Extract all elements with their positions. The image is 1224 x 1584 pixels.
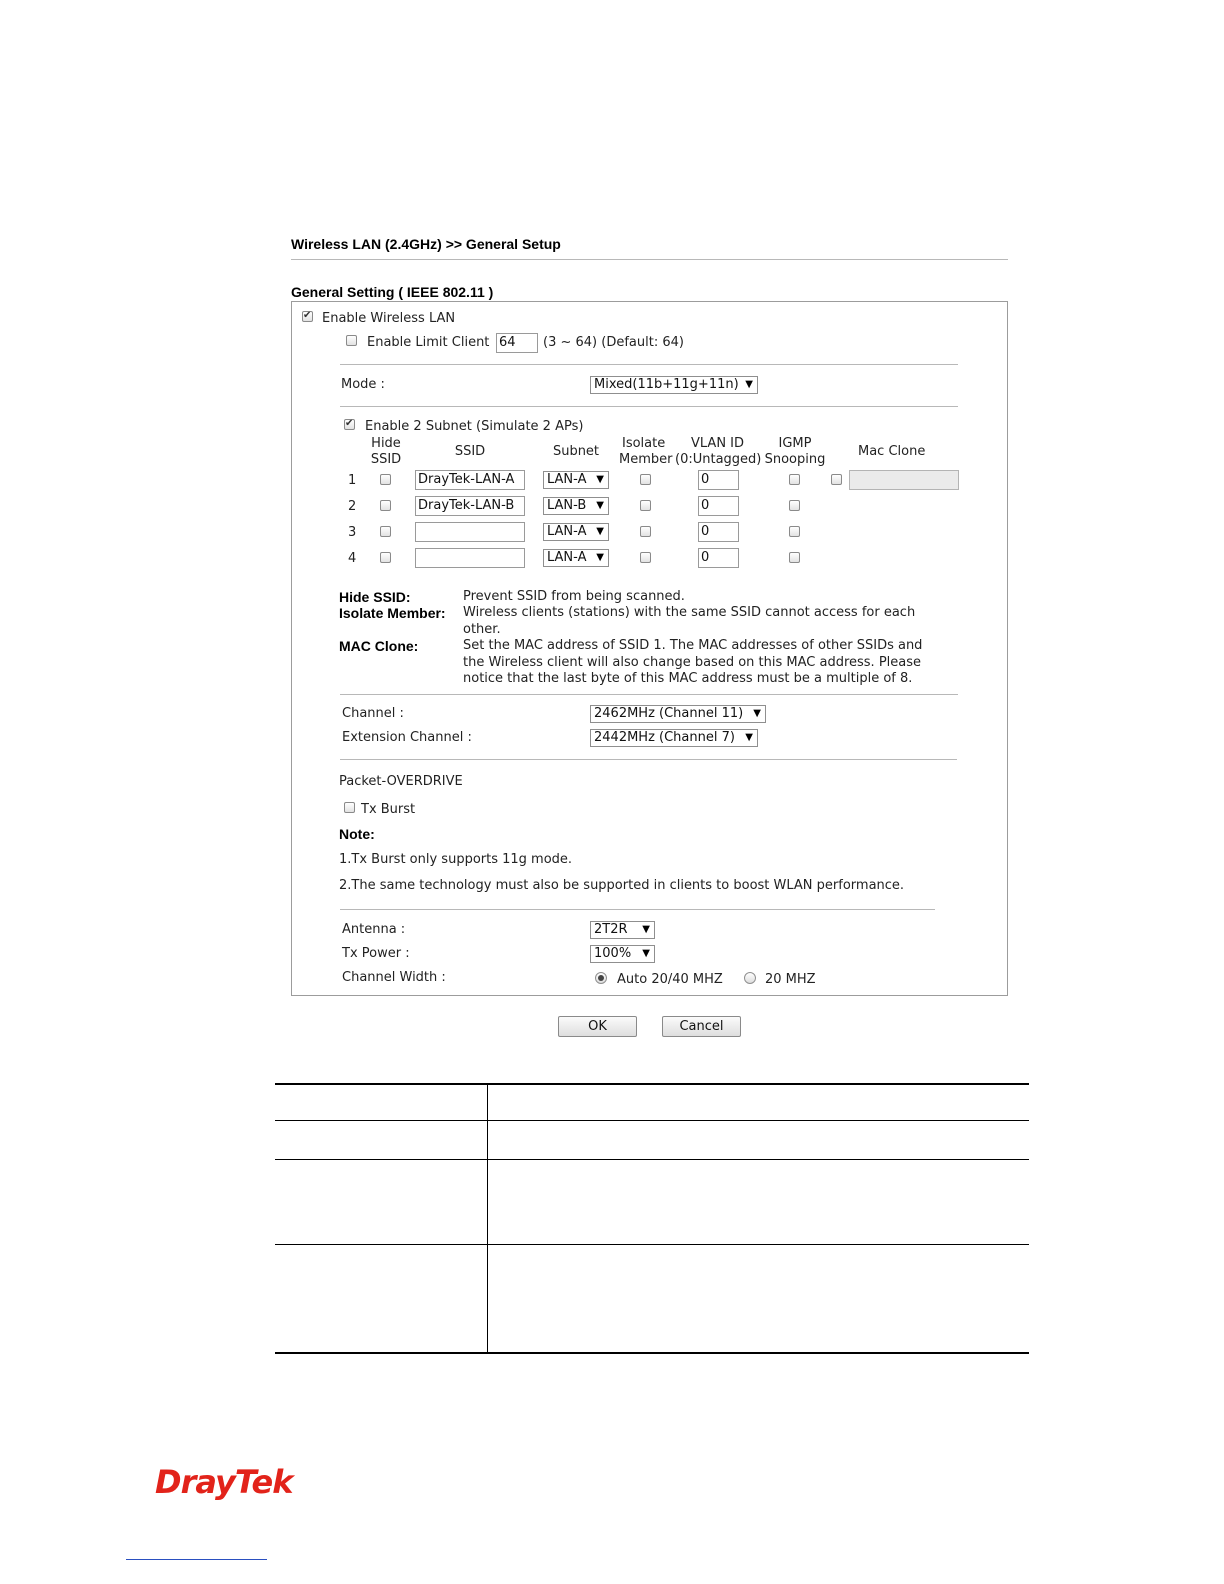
row-index: 1 [348, 473, 357, 488]
hide-ssid-checkbox[interactable] [380, 526, 391, 537]
channel-width-label: Channel Width : [342, 970, 446, 985]
mode-label: Mode : [341, 377, 385, 392]
logo-text: DrayTek [155, 1463, 293, 1501]
subnet-select[interactable]: LAN-A ▼ [543, 549, 609, 567]
enable-2-subnet-label: Enable 2 Subnet (Simulate 2 APs) [365, 419, 584, 434]
enable-wireless-lan-checkbox[interactable] [302, 311, 313, 322]
isolate-member-checkbox[interactable] [640, 500, 651, 511]
tx-burst-checkbox[interactable] [344, 802, 355, 813]
igmp-snooping-checkbox[interactable] [789, 500, 800, 511]
hide-ssid-checkbox[interactable] [380, 552, 391, 563]
ssid-input[interactable]: DrayTek-LAN-B [415, 496, 525, 516]
help-mac-clone-desc-cont: notice that the last byte of this MAC address must be a multiple of 8. [463, 671, 913, 686]
help-mac-clone-desc-cont: the Wireless client will also change based on this MAC address. Please [463, 655, 922, 670]
vlan-id-input[interactable]: 0 [698, 522, 739, 542]
header-divider [291, 259, 1008, 260]
note-item: 2.The same technology must also be supported in clients to boost WLAN performance. [339, 878, 905, 893]
row-index: 4 [348, 551, 357, 566]
table-row-divider [275, 1120, 1029, 1121]
vlan-id-input[interactable]: 0 [698, 470, 739, 490]
help-isolate-desc-cont: other. [463, 622, 501, 637]
mac-clone-input[interactable] [849, 470, 959, 490]
antenna-select[interactable]: 2T2R ▼ [590, 921, 655, 939]
extension-channel-label: Extension Channel : [342, 730, 472, 745]
isolate-member-checkbox[interactable] [640, 552, 651, 563]
ssid-input[interactable] [415, 548, 525, 568]
table-row-divider [275, 1159, 1029, 1160]
channel-width-20-label: 20 MHZ [765, 972, 816, 987]
hide-ssid-checkbox[interactable] [380, 500, 391, 511]
table-border-top [275, 1083, 1029, 1085]
table-row-divider [275, 1244, 1029, 1245]
tx-power-select[interactable]: 100% ▼ [590, 945, 655, 963]
tx-power-label: Tx Power : [342, 946, 410, 961]
help-hide-ssid-desc: Prevent SSID from being scanned. [463, 589, 685, 604]
dropdown-arrow-icon: ▼ [596, 474, 604, 485]
dropdown-arrow-icon: ▼ [596, 526, 604, 537]
subnet-select[interactable]: LAN-A ▼ [543, 471, 609, 489]
limit-client-input[interactable]: 64 [496, 333, 538, 353]
enable-limit-client-label: Enable Limit Client [367, 335, 490, 350]
header-vlan-id: VLAN ID (0:Untagged) [675, 436, 762, 467]
packet-overdrive-title: Packet-OVERDRIVE [339, 774, 463, 789]
subnet-select[interactable]: LAN-A ▼ [543, 523, 609, 541]
enable-wireless-lan-label: Enable Wireless LAN [322, 311, 456, 326]
divider [340, 406, 958, 407]
isolate-member-checkbox[interactable] [640, 474, 651, 485]
vlan-id-input[interactable]: 0 [698, 496, 739, 516]
channel-width-auto-radio[interactable] [595, 972, 607, 984]
help-isolate-term: Isolate Member: [339, 605, 446, 621]
subnet-select[interactable]: LAN-B ▼ [543, 497, 609, 515]
header-igmp-snooping: IGMP Snooping [764, 436, 826, 467]
help-isolate-desc: Wireless clients (stations) with the same SSID cannot access for each [463, 605, 916, 620]
hide-ssid-checkbox[interactable] [380, 474, 391, 485]
mode-select[interactable] [590, 376, 758, 394]
dropdown-arrow-icon: ▼ [642, 924, 650, 935]
channel-select[interactable]: 2462MHz (Channel 11) ▼ [590, 705, 766, 723]
divider [340, 759, 957, 760]
mode-select-value: Mixed(11b+11g+11n) [594, 377, 739, 392]
row-index: 3 [348, 525, 357, 540]
draytek-logo [155, 1463, 293, 1501]
header-hide-ssid: Hide SSID [370, 436, 402, 467]
dropdown-arrow-icon: ▼ [745, 379, 753, 390]
channel-label: Channel : [342, 706, 404, 721]
header-isolate-member: Isolate Member [619, 436, 673, 467]
dropdown-arrow-icon: ▼ [745, 732, 753, 743]
igmp-snooping-checkbox[interactable] [789, 552, 800, 563]
channel-width-20-radio[interactable] [744, 972, 756, 984]
header-subnet: Subnet [552, 444, 600, 459]
divider [340, 364, 958, 365]
row-index: 2 [348, 499, 357, 514]
ok-button[interactable]: OK [558, 1016, 637, 1037]
enable-limit-client-checkbox[interactable] [346, 335, 357, 346]
igmp-snooping-checkbox[interactable] [789, 526, 800, 537]
ssid-input[interactable]: DrayTek-LAN-A [415, 470, 525, 490]
table-column-divider [487, 1085, 488, 1353]
note-title: Note: [339, 826, 375, 842]
vlan-id-input[interactable]: 0 [698, 548, 739, 568]
igmp-snooping-checkbox[interactable] [789, 474, 800, 485]
divider [340, 694, 958, 695]
note-item: 1.Tx Burst only supports 11g mode. [339, 852, 573, 867]
isolate-member-checkbox[interactable] [640, 526, 651, 537]
dropdown-arrow-icon: ▼ [596, 500, 604, 511]
help-mac-clone-term: MAC Clone: [339, 638, 419, 654]
extension-channel-select[interactable]: 2442MHz (Channel 7) ▼ [590, 729, 758, 747]
table-border-bottom [275, 1352, 1029, 1354]
divider [340, 909, 935, 910]
help-hide-ssid-term: Hide SSID: [339, 589, 411, 605]
header-ssid: SSID [454, 444, 486, 459]
dropdown-arrow-icon: ▼ [753, 708, 761, 719]
cancel-button[interactable]: Cancel [662, 1016, 741, 1037]
antenna-label: Antenna : [342, 922, 406, 937]
mac-clone-checkbox[interactable] [831, 474, 842, 485]
dropdown-arrow-icon: ▼ [596, 552, 604, 563]
limit-client-hint: (3 ~ 64) (Default: 64) [543, 335, 684, 350]
tx-burst-label: Tx Burst [361, 802, 416, 817]
footer-link-underline [126, 1559, 267, 1560]
enable-2-subnet-checkbox[interactable] [344, 419, 355, 430]
ssid-input[interactable] [415, 522, 525, 542]
breadcrumb: Wireless LAN (2.4GHz) >> General Setup [291, 236, 561, 252]
header-mac-clone: Mac Clone [858, 444, 926, 459]
channel-width-auto-label: Auto 20/40 MHZ [617, 972, 723, 987]
dropdown-arrow-icon: ▼ [642, 948, 650, 959]
help-mac-clone-desc: Set the MAC address of SSID 1. The MAC addresses of other SSIDs and [463, 638, 923, 653]
section-title: General Setting ( IEEE 802.11 ) [291, 284, 494, 300]
